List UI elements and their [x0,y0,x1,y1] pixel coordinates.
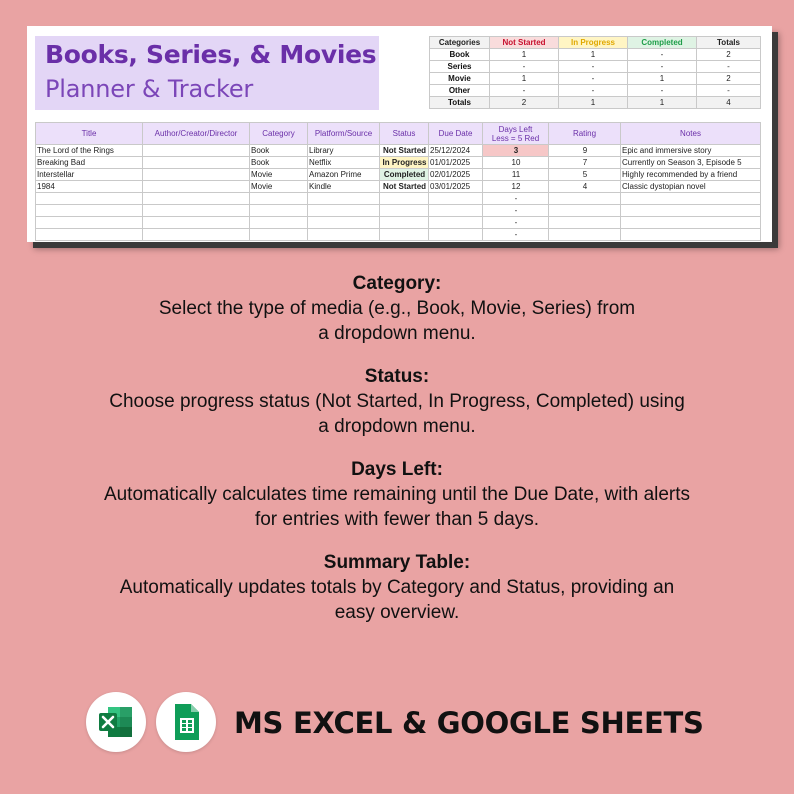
col-header-author: Author/Creator/Director [143,123,250,145]
table-row [36,157,761,169]
cell-notes[interactable] [621,205,761,217]
cell-days: 3 [483,145,549,157]
feature-text-line: Automatically updates totals by Category and Status, providing an [119,577,675,598]
tracker-header-row [36,123,761,145]
cell-rating[interactable]: 7 [549,157,621,169]
feature-block [0,272,794,346]
feature-heading: Days Left: [351,459,443,480]
cell-rating[interactable] [549,205,621,217]
summary-cell-totals: 4 [697,97,761,109]
cell-platform[interactable] [308,217,380,229]
feature-text-line: Select the type of media (e.g., Book, Movie, Series) from [158,298,636,319]
col-header-due-date: Due Date [429,123,483,145]
category-dropdown-cell[interactable]: Movie [250,169,308,181]
summary-cell-not-started: 2 [490,97,559,109]
col-header-status: Status [380,123,429,145]
feature-descriptions [0,272,794,644]
cell-due[interactable] [429,229,483,241]
excel-icon-badge [86,692,146,752]
table-row [36,193,761,205]
table-row [36,205,761,217]
cell-days: 10 [483,157,549,169]
cell-rating[interactable] [549,217,621,229]
cell-title[interactable] [36,229,143,241]
status-dropdown-cell[interactable] [380,193,429,205]
status-dropdown-cell[interactable]: Not Started [380,181,429,193]
days-left-label: Days Left [498,124,533,134]
cell-due[interactable]: 03/01/2025 [429,181,483,193]
summary-cell-completed: - [628,49,697,61]
cell-due[interactable]: 25/12/2024 [429,145,483,157]
feature-block [0,551,794,625]
footer-text: MS EXCEL & GOOGLE SHEETS [234,706,704,740]
summary-cell-not-started: 1 [490,73,559,85]
summary-cell-completed: 1 [628,73,697,85]
summary-table [429,36,761,109]
summary-row [430,85,761,97]
spreadsheet-preview [27,26,772,242]
summary-row-label: Movie [430,73,490,85]
summary-cell-in-progress: - [559,61,628,73]
status-dropdown-cell[interactable] [380,205,429,217]
summary-row [430,49,761,61]
cell-rating[interactable]: 9 [549,145,621,157]
feature-text-line: a dropdown menu. [318,416,476,437]
cell-author[interactable] [143,169,250,181]
excel-icon [86,692,146,752]
cell-notes[interactable]: Currently on Season 3, Episode 5 [621,157,761,169]
cell-platform[interactable]: Kindle [308,181,380,193]
cell-author[interactable] [143,157,250,169]
feature-text [0,575,794,625]
feature-heading: Category: [352,273,442,294]
cell-title[interactable]: The Lord of the Rings [36,145,143,157]
summary-cell-completed: - [628,61,697,73]
category-dropdown-cell[interactable] [250,217,308,229]
table-row [36,145,761,157]
cell-title[interactable] [36,217,143,229]
summary-cell-not-started: - [490,61,559,73]
col-header-platform: Platform/Source [308,123,380,145]
title-box [35,36,379,110]
col-header-category: Category [250,123,308,145]
cell-author[interactable] [143,229,250,241]
cell-days: 12 [483,181,549,193]
cell-author[interactable] [143,193,250,205]
cell-platform[interactable] [308,205,380,217]
summary-cell-in-progress: - [559,73,628,85]
category-dropdown-cell[interactable] [250,193,308,205]
summary-row-label: Series [430,61,490,73]
feature-block [0,365,794,439]
cell-title[interactable]: 1984 [36,181,143,193]
feature-text [0,482,794,532]
cell-platform[interactable]: Netflix [308,157,380,169]
cell-author[interactable] [143,217,250,229]
feature-text-line: easy overview. [334,602,460,623]
cell-notes[interactable]: Epic and immersive story [621,145,761,157]
summary-cell-totals: 2 [697,49,761,61]
status-dropdown-cell[interactable]: Not Started [380,145,429,157]
cell-days: - [483,205,549,217]
feature-block [0,458,794,532]
table-row [36,217,761,229]
summary-cell-totals: 2 [697,73,761,85]
cell-days: - [483,229,549,241]
google-sheets-icon [156,692,216,752]
summary-row-label: Other [430,85,490,97]
cell-notes[interactable] [621,193,761,205]
table-row [36,229,761,241]
cell-notes[interactable] [621,217,761,229]
page-title: Books, Series, & Movies [45,40,377,69]
summary-cell-in-progress: 1 [559,97,628,109]
summary-header-totals: Totals [697,37,761,49]
category-dropdown-cell[interactable]: Book [250,145,308,157]
feature-heading: Summary Table: [323,552,471,573]
cell-notes[interactable]: Highly recommended by a friend [621,169,761,181]
col-header-rating: Rating [549,123,621,145]
cell-due[interactable]: 01/01/2025 [429,157,483,169]
feature-text-line: for entries with fewer than 5 days. [254,509,540,530]
category-dropdown-cell[interactable]: Movie [250,181,308,193]
cell-platform[interactable] [308,193,380,205]
cell-days: - [483,217,549,229]
cell-author[interactable] [143,205,250,217]
status-dropdown-cell[interactable] [380,217,429,229]
summary-row-label: Book [430,49,490,61]
summary-cell-in-progress: - [559,85,628,97]
feature-text-line: Choose progress status (Not Started, In Progress, Completed) using [109,391,685,412]
col-header-title: Title [36,123,143,145]
summary-cell-totals: - [697,85,761,97]
feature-text-line: a dropdown menu. [318,323,476,344]
status-dropdown-cell[interactable]: In Progress [380,157,429,169]
table-row [36,169,761,181]
cell-author[interactable] [143,145,250,157]
summary-cell-not-started: 1 [490,49,559,61]
cell-platform[interactable]: Library [308,145,380,157]
col-header-notes: Notes [621,123,761,145]
cell-title[interactable]: Breaking Bad [36,157,143,169]
summary-cell-not-started: - [490,85,559,97]
cell-platform[interactable] [308,229,380,241]
cell-rating[interactable]: 5 [549,169,621,181]
cell-notes[interactable] [621,229,761,241]
summary-cell-completed: 1 [628,97,697,109]
cell-author[interactable] [143,181,250,193]
summary-cell-in-progress: 1 [559,49,628,61]
feature-text-line: Automatically calculates time remaining until the Due Date, with alerts [103,484,691,505]
cell-title[interactable] [36,193,143,205]
tracker-table [35,122,761,241]
cell-title[interactable] [36,205,143,217]
summary-row [430,61,761,73]
cell-due[interactable]: 02/01/2025 [429,169,483,181]
cell-due[interactable] [429,217,483,229]
summary-cell-completed: - [628,85,697,97]
feature-heading: Status: [364,366,430,387]
cell-notes[interactable]: Classic dystopian novel [621,181,761,193]
cell-title[interactable]: Interstellar [36,169,143,181]
cell-days: - [483,193,549,205]
cell-platform[interactable]: Amazon Prime [308,169,380,181]
summary-row [430,97,761,109]
summary-cell-totals: - [697,61,761,73]
cell-rating[interactable]: 4 [549,181,621,193]
category-dropdown-cell[interactable]: Book [250,157,308,169]
summary-header-not-started: Not Started [490,37,559,49]
summary-header-row [430,37,761,49]
days-left-rule: Less = 5 Red [491,133,540,143]
cell-rating[interactable] [549,193,621,205]
cell-due[interactable] [429,193,483,205]
status-dropdown-cell[interactable] [380,229,429,241]
feature-text [0,389,794,439]
summary-row-label: Totals [430,97,490,109]
cell-rating[interactable] [549,229,621,241]
category-dropdown-cell[interactable] [250,229,308,241]
col-header-days-left [483,123,549,145]
cell-due[interactable] [429,205,483,217]
table-row [36,181,761,193]
status-dropdown-cell[interactable]: Completed [380,169,429,181]
page-subtitle: Planner & Tracker [45,75,254,103]
summary-row [430,73,761,85]
google-sheets-icon-badge [156,692,216,752]
category-dropdown-cell[interactable] [250,205,308,217]
cell-days: 11 [483,169,549,181]
feature-text [0,296,794,346]
summary-header-completed: Completed [628,37,697,49]
summary-header-categories: Categories [430,37,490,49]
summary-header-in-progress: In Progress [559,37,628,49]
